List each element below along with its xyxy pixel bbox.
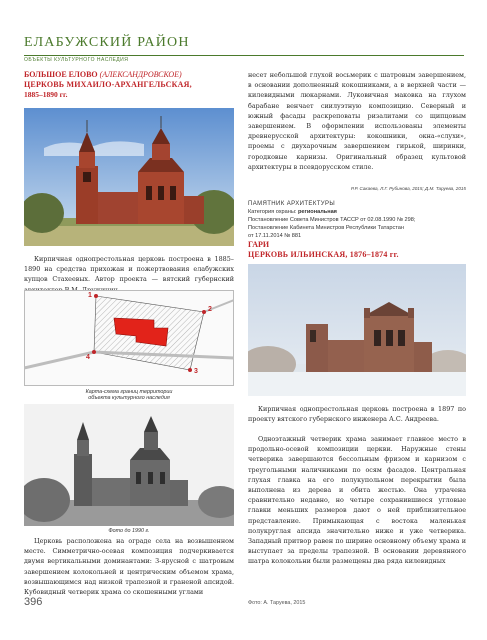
right-paragraph-2: Кирпичная однопрестольная церковь построена в 1897 по проекту вятского губернского инженера А.С. Андреева.: [248, 405, 466, 424]
region-subtitle: ОБЪЕКТЫ КУЛЬТУРНОГО НАСЛЕДИЯ: [24, 57, 129, 63]
photo-credit: Фото: А. Таруева, 2015: [248, 600, 306, 606]
right-paragraph-3: Одноэтажный четверик храма занимает главное место в продольно-осевой композиции церкви. Наружные стены четверика завершаются бессольным фризом и карнизом с треугольными наличниками по осям фасадов. Центральная глухая главка на его полукупольном перекрытии была выполнена из дерева и обита жестью. Она утрачена сравнительно недавно, но четыре сохранившиеся угловые главки меньших размеров дают о ней приблизительное представление. Примыкающая с востока маленькая полукруглая апсида значительно ниже и уже четверика. Западный притвор равен по ширине основному объему храма и выступает за пределы трапезной. В основании деревянного шатра колокольни были размещены два ряда килевидных: [248, 435, 466, 566]
place-name-main: БОЛЬШОЕ ЕЛОВО: [24, 70, 98, 79]
ruined-church-photo: [248, 264, 466, 396]
church-years: 1885–1890 гг.: [24, 90, 68, 100]
archival-photo-caption: Фото до 1990 г.: [108, 528, 150, 534]
church-photo-color: [24, 108, 234, 246]
church-name-2-label: ЦЕРКОВЬ ИЛЬИНСКАЯ,: [248, 250, 348, 260]
map-caption-line-1: Карта-схема границ территории: [85, 389, 173, 395]
page-header: [24, 35, 464, 63]
left-heading: [24, 70, 234, 101]
place-name-alt: (АЛЕКСАНДРОВСКОЕ): [99, 70, 182, 79]
right-paragraph-1: несет небольшой глухой восьмерик с шатровым завершением, в основании дополненный кокошниками, а в верхней части — килевидными люкарнами. Луковичная маковка на глухом барабане венчает сиилуэтную композицию. Северный и южный фасады раскреповаты ризалитами со щипцовым завершением. В оформлении использованы элементы древнерусской архитектуры: кокошники, окна-«слухи», проемы с двухарочным завершением гирькой, ширинки, городковые карнизы. Оригинальный образец культовой архитектуры в псевдорусском стиле.: [248, 71, 466, 171]
church-name: ЦЕРКОВЬ МИХАИЛО-АРХАНГЕЛЬСКАЯ,: [24, 80, 192, 90]
monument-decree-3: от 17.11.2014 № 881: [248, 233, 302, 239]
monument-info: [248, 200, 466, 240]
church-photo-archival: [24, 404, 234, 526]
boundary-map: [24, 290, 234, 386]
map-caption: [24, 389, 234, 401]
place-name: [24, 70, 234, 80]
monument-category-label: Категория охраны:: [248, 209, 297, 215]
monument-decree-2: Постановление Кабинета Министров Республики Татарстан: [248, 225, 404, 231]
map-point-4: 4: [86, 354, 90, 361]
source-citation: Р.Р. Сакаева, Л.Г. Рубинова, 2015; Д.М. Таруева, 2015: [350, 186, 466, 191]
place-name-2: ГАРИ: [248, 240, 270, 249]
map-point-2: 2: [208, 306, 212, 313]
region-title: ЕЛАБУЖСКИЙ РАЙОН: [24, 35, 190, 50]
church-name-2: [248, 250, 466, 260]
header-divider: [24, 55, 464, 56]
page-number: 396: [24, 596, 43, 608]
church-years-2: 1876–1874 гг.: [349, 250, 399, 260]
monument-title: ПАМЯТНИК АРХИТЕКТУРЫ: [248, 201, 336, 207]
map-caption-line-2: объекта культурного наследия: [88, 395, 170, 401]
map-point-3: 3: [194, 368, 198, 375]
left-paragraph-2: Церковь расположена на ограде села на возвышенном месте. Симметрично-осевая композиция подчеркивается двумя вертикальными доминантами: 3-ярусной с шатровым завершением колокольней и центрическим объемом храма, возвышающимся над низкой трапезной и граненой апсидой. Кубовидный четверик храма со скошенными углами: [24, 537, 234, 597]
left-paragraph-1: Кирпичная однопрестольная церковь построена в 1885–1890 на средства прихожан и пожертвования елабужских купцов Стахеевых. Автор проекта — вятский губернский: [24, 255, 234, 284]
monument-decree-1: Постановление Совета Министров ТАССР от 02.08.1990 № 298;: [248, 217, 416, 223]
monument-category-value: региональная: [298, 209, 337, 215]
monument-category: [248, 208, 466, 216]
right-heading: [248, 240, 466, 260]
map-point-1: 1: [88, 292, 92, 299]
